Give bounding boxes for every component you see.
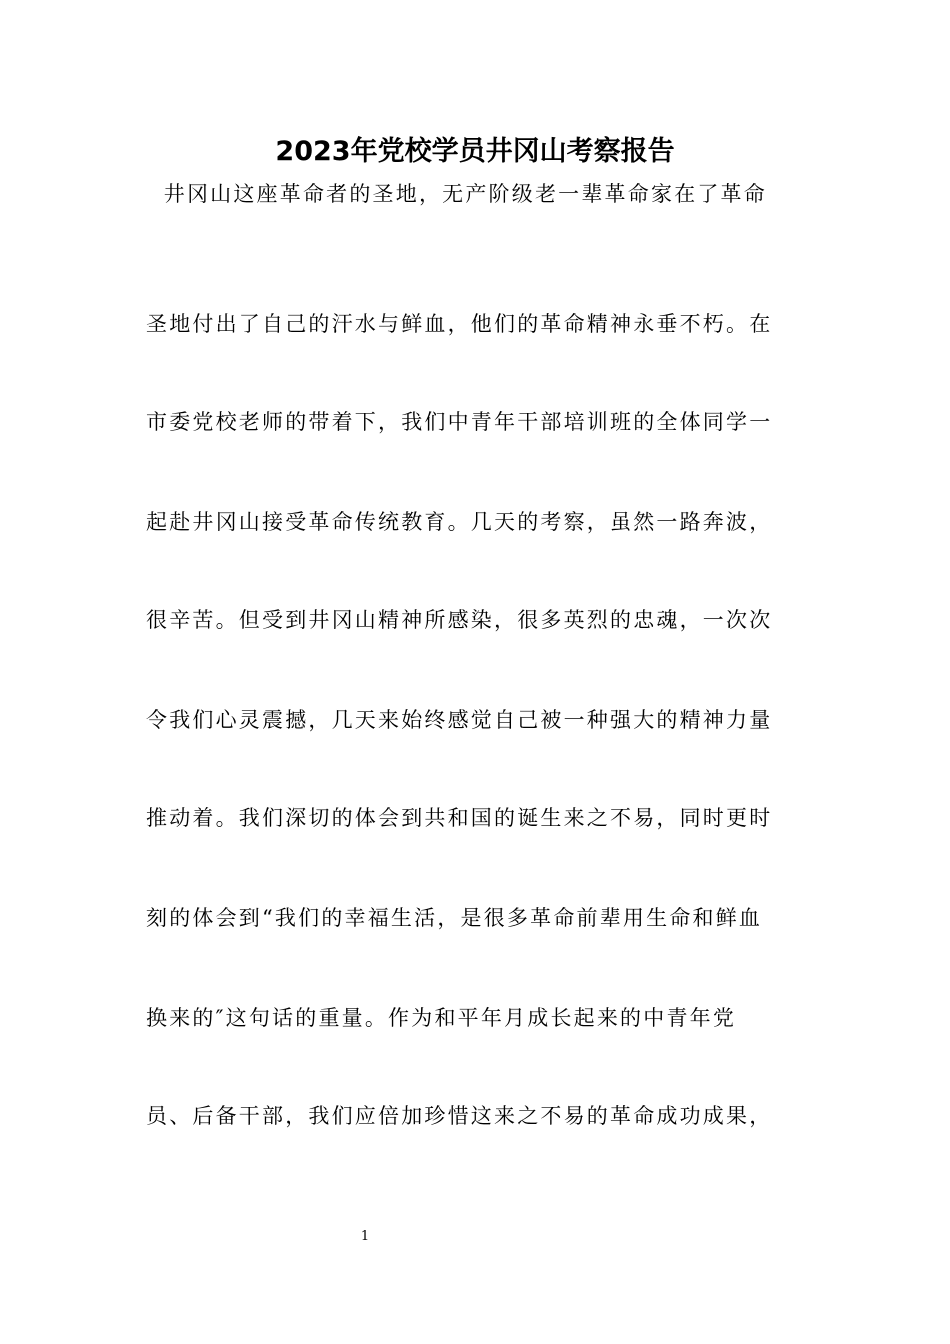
body-line: 刻的体会到“我们的幸福生活，是很多革命前辈用生命和鲜血 bbox=[146, 906, 763, 930]
body-line: 很辛苦。但受到井冈山精神所感染，很多英烈的忠魂，一次次 bbox=[146, 608, 773, 632]
body-line: 井冈山这座革命者的圣地，无产阶级老一辈革命家在了革命 bbox=[146, 182, 767, 206]
body-line: 市委党校老师的带着下，我们中青年干部培训班的全体同学一 bbox=[146, 410, 773, 434]
document-title: 2023年党校学员井冈山考察报告 bbox=[275, 136, 675, 167]
body-line: 换来的″这句话的重量。作为和平年月成长起来的中青年党 bbox=[146, 1006, 737, 1030]
body-line: 圣地付出了自己的汗水与鲜血，他们的革命精神永垂不朽。在 bbox=[146, 312, 773, 336]
body-line: 员、后备干部，我们应倍加珍惜这来之不易的革命成功成果， bbox=[146, 1104, 773, 1128]
body-line: 起赴井冈山接受革命传统教育。几天的考察，虽然一路奔波， bbox=[146, 510, 773, 534]
body-line: 推动着。我们深切的体会到共和国的诞生来之不易，同时更时 bbox=[146, 806, 773, 830]
page-number: 1 bbox=[360, 1229, 370, 1244]
body-line: 令我们心灵震撼，几天来始终感觉自己被一种强大的精神力量 bbox=[146, 708, 773, 732]
